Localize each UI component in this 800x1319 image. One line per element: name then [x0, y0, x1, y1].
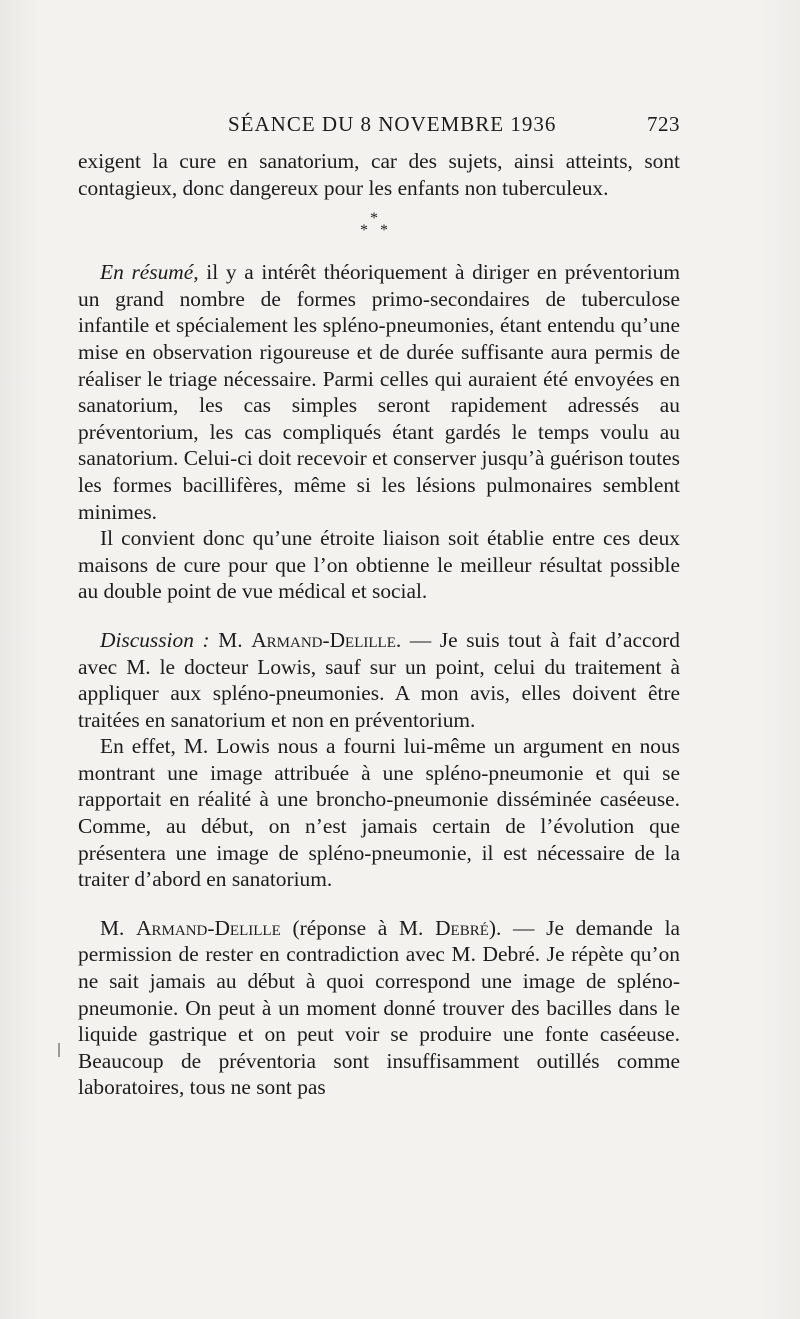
running-head-title: SÉANCE DU 8 NOVEMBRE 1936: [228, 112, 557, 136]
asterism-star-left: *: [360, 222, 368, 240]
paragraph-gap: [78, 605, 680, 627]
paragraph-6-mid: (réponse à M.: [280, 915, 436, 940]
paragraph-2-lead: En résumé,: [100, 260, 199, 285]
paragraph-2-text: il y a intérêt théoriquement à diriger en préventorium un grand nombre de formes primo-secondaires de tuberculose infantile et spécialement les spléno-pneumonies, étant entendu qu’une mise en observation rigoureuse et de durée suffisante aura permis de réaliser le triage nécessaire. Parmi celles qui auraient été envoyées en sanatorium, les cas simples seront rapidement adressés au préventorium, les cas compliqués étant gardés le temps voulu au sanatorium. Celui-ci doit recevoir et conserver jusqu’à guérison toutes les formes bacillifères, même si les lésions pulmonaires semblent minimes.: [78, 260, 681, 524]
paragraph-3-text: Il convient donc qu’une étroite liaison soit établie entre ces deux maisons de cure pour que l’on obtienne le meilleur résultat possible au double point de vue médical et social.: [78, 526, 680, 604]
asterism-star-right: *: [380, 222, 388, 240]
paragraph-1-text: exigent la cure en sanatorium, car des sujets, ainsi atteints, sont contagieux, donc dangereux pour les enfants non tuberculeux.: [78, 149, 680, 200]
paragraph-5: [78, 733, 680, 893]
running-head: [78, 112, 680, 142]
paragraph-4-speaker-prefix: M.: [209, 627, 252, 652]
paragraph-6-respondent: Debré: [435, 915, 489, 940]
margin-mark: [58, 1043, 60, 1057]
asterism: [78, 207, 680, 247]
body-text: [78, 148, 680, 1101]
paragraph-6-speaker: Armand-Delille: [136, 915, 281, 940]
paragraph-4: [78, 627, 680, 733]
page-number: 723: [647, 112, 680, 136]
paragraph-6: [78, 915, 680, 1101]
paragraph-2: [78, 259, 680, 525]
paragraph-gap: [78, 893, 680, 915]
paragraph-1: [78, 148, 680, 201]
paragraph-4-lead: Discussion :: [100, 627, 210, 652]
paragraph-3: [78, 525, 680, 605]
asterism-star-top: *: [370, 210, 378, 228]
paragraph-4-text: . — Je suis tout à fait d’accord avec M. le docteur Lowis, sauf sur un point, celui du traitement à appliquer aux spléno-pneumonies. A mon avis, elles doivent être traitées en sanatorium et non en préventorium.: [78, 627, 681, 732]
paragraph-4-speaker: Armand-Delille: [251, 627, 396, 652]
paragraph-6-text: ). — Je demande la permission de rester en contradiction avec M. Debré. Je répète qu’on ne sait jamais au début à quoi correspond une image de spléno-pneumonie. On peut à un moment donné trouver des bacilles dans le liquide gastrique et on peut voir se produire une fonte caséeuse. Beaucoup de préventoria sont insuffisamment outillés comme laboratoires, tous ne sont pas: [78, 915, 681, 1100]
paragraph-5-text: En effet, M. Lowis nous a fourni lui-même un argument en nous montrant une image attribuée à une spléno-pneumonie et qui se rapportait en réalité à une broncho-pneumonie disséminée caséeuse. Comme, au début, on n’est jamais certain de l’évolution que présentera une image de spléno-pneumonie, il est nécessaire de la traiter d’abord en sanatorium.: [78, 734, 680, 892]
paragraph-6-prefix: M.: [100, 915, 137, 940]
